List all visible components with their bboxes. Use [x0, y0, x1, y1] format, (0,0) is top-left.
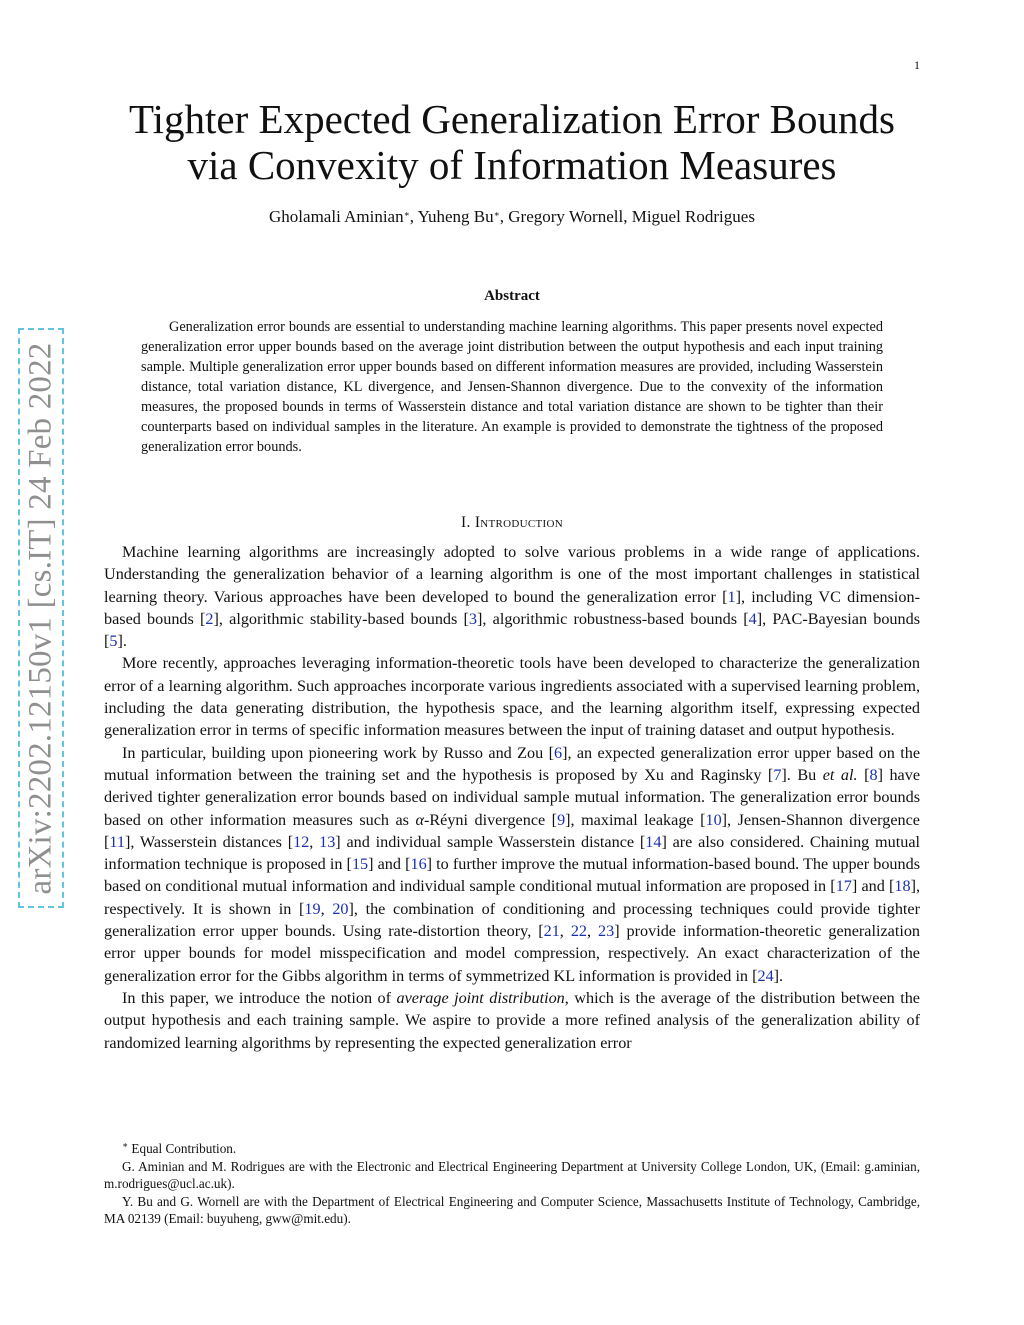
equal-contribution-mark: ∗	[403, 209, 410, 219]
text-run: ] have derived tighter generalization error bounds based on individual sample mutual information. The generalization error bounds based on other information measures such as	[104, 765, 921, 829]
citation-link[interactable]: 12	[293, 832, 310, 851]
citation-link[interactable]: 21	[543, 922, 560, 941]
page-number: 1	[914, 58, 920, 72]
abstract-text: Generalization error bounds are essential to understanding machine learning algorithms. This paper presents novel expected generalization error upper bounds based on the average joint distribution between the output hypothesis and each input training sample. Multiple generalization error upper bounds based on different information measures are provided, including Wasserstein distance, total variation distance, KL divergence, and Jensen-Shannon divergence. Due to the convexity of the information measures, the proposed bounds in terms of Wasserstein distance and total variation distance are shown to be tighter than their counterparts based on individual samples in the literature. An example is provided to demonstrate the tightness of the proposed generalization error bounds.	[141, 319, 883, 455]
footnote-equal-contribution	[104, 1137, 920, 1158]
emphasis: average joint distribution	[396, 988, 565, 1007]
citation-link[interactable]: 15	[351, 855, 369, 874]
text-run: ], algorithmic stability-based bounds [	[213, 609, 469, 628]
text-run: ], PAC-Bayesian bounds [	[104, 609, 921, 651]
text-run: Machine learning algorithms are increasingly adopted to solve various problems in a wide range of applications. Understanding the generalization behavior of a learning algorithm is one of the most important challenges in statistical learning theory. Various approaches have been developed to bound the generalization error [	[104, 543, 920, 606]
footnote-mark: ∗	[122, 1140, 129, 1150]
citation-link[interactable]: 22	[570, 922, 587, 941]
text-run: ], including VC dimension-based bounds [	[104, 587, 920, 628]
section-title: Introduction	[474, 514, 564, 531]
paragraph	[104, 541, 920, 652]
paragraph	[104, 742, 920, 987]
text-run: ,	[559, 922, 571, 941]
text-run: ,	[320, 899, 333, 918]
text-run: ] and [	[851, 877, 895, 896]
text-run: ,	[587, 922, 599, 941]
arxiv-stamp	[18, 328, 64, 908]
text-run: [	[857, 765, 870, 784]
text-run: , which is the average of the distribution between the output hypothesis and each training sample. We aspire to provide a more refined analysis of the generalization ability of randomized learning algorithms by representing the expected generalization error	[104, 988, 920, 1052]
citation-link[interactable]: 2	[205, 609, 214, 628]
title-line-1: Tighter Expected Generalization Error Bounds	[129, 96, 895, 142]
paragraph: More recently, approaches leveraging information-theoretic tools have been developed to characterize the generalization error of a learning algorithm. Such approaches incorporate various ingredients associated with a supervised learning problem, including the data generating distribution, the hypothesis space, and the learning algorithm itself, expressing expected generalization error in terms of specific information measures between the input of training dataset and output hypothesis.	[104, 654, 920, 740]
text-run: ], the combination of conditioning and processing techniques could provide tighter generalization error upper bounds. Using rate-distortion theory, [	[104, 899, 920, 941]
text-run: ,	[309, 832, 320, 851]
citation-link[interactable]: 1	[727, 587, 736, 606]
text-run: ] and individual sample Wasserstein distance [	[335, 832, 646, 851]
citation-link[interactable]: 6	[553, 743, 563, 762]
author: Yuheng Bu	[417, 207, 494, 226]
citation-link[interactable]: 24	[757, 966, 774, 985]
footnotes	[104, 1137, 920, 1228]
citation-link[interactable]: 18	[894, 877, 911, 896]
equal-contribution-mark: ∗	[493, 209, 500, 219]
footnote-affiliation: Y. Bu and G. Wornell are with the Department of Electrical Engineering and Computer Science, Massachusetts Institute of Technology, Cambridge, MA 02139 (Email: buyuheng, gww@mit.edu).	[104, 1193, 920, 1226]
citation-link[interactable]: 7	[773, 765, 782, 784]
arxiv-identifier: arXiv:2202.12150v1 [cs.IT] 24 Feb 2022	[22, 341, 59, 895]
citation-link[interactable]: 14	[645, 832, 662, 851]
citation-link[interactable]: 5	[109, 632, 118, 651]
citation-link[interactable]: 16	[410, 855, 427, 874]
text-run: In particular, building upon pioneering work by Russo and Zou [	[122, 743, 554, 762]
text-run: In this paper, we introduce the notion of	[122, 988, 397, 1007]
text-run: ].	[117, 632, 127, 651]
citation-link[interactable]: 4	[748, 609, 757, 628]
text-run: ] provide information-theoretic generalization error upper bounds for model misspecification and model compression, respectively. An exact characterization of the generalization error for the Gibbs algorithm in terms of symmetrized KL information is provided in [	[104, 922, 921, 985]
footnote-text: Equal Contribution.	[128, 1141, 237, 1156]
author-list: Gholamali Aminian∗, Yuheng Bu∗, Gregory Wornell, Miguel Rodrigues	[269, 207, 755, 226]
citation-link[interactable]: 3	[468, 609, 477, 628]
text-run: ] and [	[368, 855, 411, 874]
section-heading	[104, 514, 920, 532]
citation-link[interactable]: 10	[705, 810, 722, 829]
text-run: ], maximal leakage [	[565, 810, 706, 829]
paragraph	[104, 987, 920, 1054]
text-run: ].	[773, 966, 784, 985]
abstract-heading: Abstract	[484, 288, 540, 304]
citation-link[interactable]: 19	[304, 899, 321, 918]
text-run: ] are also considered. Chaining mutual information technique is proposed in [	[104, 832, 921, 874]
text-run: ], Jensen-Shannon divergence [	[104, 810, 920, 851]
citation-link[interactable]: 17	[835, 877, 852, 896]
section-number: I.	[460, 514, 471, 531]
text-run: ], algorithmic robustness-based bounds [	[477, 609, 749, 628]
author: Miguel Rodrigues	[631, 207, 755, 226]
paper-title	[104, 96, 920, 188]
citation-link[interactable]: 20	[332, 899, 349, 918]
citation-link[interactable]: 8	[869, 765, 878, 784]
alpha-symbol: α	[415, 810, 424, 829]
title-line-2: via Convexity of Information Measures	[187, 142, 837, 188]
text-run: ], respectively. It is shown in [	[104, 877, 920, 918]
text-run: ], Wasserstein distances [	[124, 832, 294, 851]
footnote-affiliation: G. Aminian and M. Rodrigues are with the Electronic and Electrical Engineering Department at University College London, UK, (Email: g.aminian, m.rodrigues@ucl.ac.uk).	[104, 1158, 920, 1191]
citation-link[interactable]: 9	[557, 810, 566, 829]
et-al: et al.	[822, 765, 858, 784]
citation-link[interactable]: 23	[598, 922, 615, 941]
body-text	[104, 541, 920, 1054]
text-run: ], an expected generalization error upper based on the mutual information between the training set and the hypothesis is proposed by Xu and Raginsky [	[104, 743, 920, 784]
citation-link[interactable]: 13	[319, 832, 336, 851]
citation-link[interactable]: 11	[109, 832, 125, 851]
author: Gholamali Aminian	[269, 207, 404, 226]
author: Gregory Wornell	[508, 207, 624, 226]
text-run: ]. Bu	[781, 765, 823, 784]
text-run: ] to further improve the mutual information-based bound. The upper bounds based on conditional mutual information and individual sample conditional mutual information are proposed in [	[104, 855, 920, 896]
text-run: -Réyni divergence [	[423, 810, 558, 829]
